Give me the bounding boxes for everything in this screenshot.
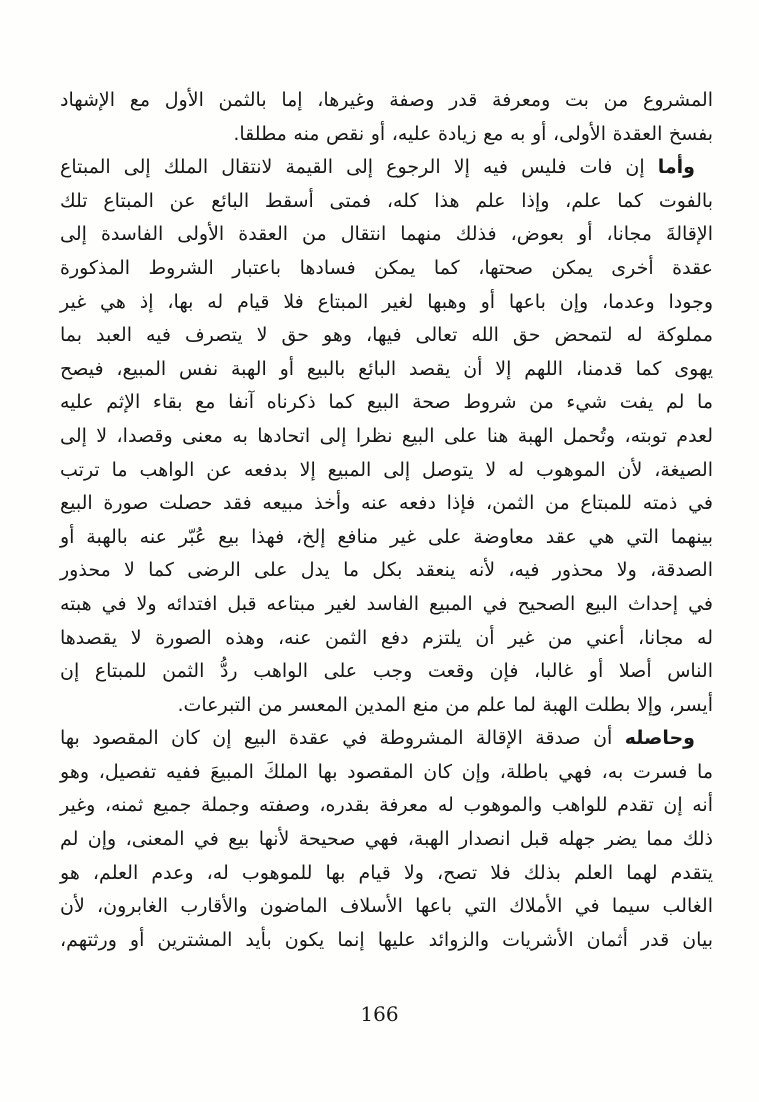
paragraph-lead: وحاصله bbox=[624, 727, 695, 750]
text-line: يهوى كما قدمنا، اللهم إلا أن يقصد البائع بالبيع أو الهبة نفس المبيع، فيصح bbox=[60, 357, 713, 380]
text-line bbox=[60, 151, 713, 185]
paragraph-lead: وأما bbox=[657, 156, 695, 179]
text-line: المشروع من بت ومعرفة قدر وصفة وغيرها، إما بالثمن الأول مع الإشهاد bbox=[60, 89, 713, 111]
line-text: إن فات فليس فيه إلا الرجوع إلى القيمة لانتقال الملك إلى المبتاع bbox=[60, 156, 645, 179]
text-line: له مجانا، أعني من غير أن يلتزم دفع الثمن عنه، وهذه الصورة لا يقصدها bbox=[60, 626, 713, 649]
text-line: ذلك مما يضر جهله قبل انصدار الهبة، فهي صحيحة لأنها بيع في المعنى، وإن لم bbox=[60, 828, 713, 851]
text-line: لعدم توبته، وتُحمل الهبة هنا على البيع نظرا إلى اتحادها به معنى وقصدا، لا إلى bbox=[60, 424, 713, 447]
text-line: في إحداث البيع الصحيح في المبيع الفاسد لغير مبتاعه قبل افتدائه ولا في هبته bbox=[60, 592, 713, 615]
paragraph-3 bbox=[60, 722, 713, 957]
text-line: بفسخ العقدة الأولى، أو به مع زيادة عليه، أو نقص منه مطلقا. bbox=[233, 122, 713, 145]
text-line: مملوكة له لتمحض حق الله تعالى فيها، وهو حق لا يتصرف فيه العبد بما bbox=[60, 324, 713, 347]
text-line bbox=[60, 722, 713, 756]
text-line: الصدقة، ولا محذور فيه، لأنه ينعقد بكل ما يدل على الرضى كما لا محذور bbox=[60, 559, 713, 582]
line-text: أن صدقة الإقالة المشروطة في عقدة البيع إن كان المقصود بها bbox=[60, 727, 613, 750]
text-line: أنه إن تقدم للواهب والموهوب له معرفة بقدره، وصفته وجملة جميع ثمنه، وغير bbox=[60, 794, 713, 817]
paragraph-1 bbox=[60, 84, 713, 151]
text-line: في ذمته للمبتاع من الثمن، فإذا دفعه عنه وأخذ مبيعه فقد حصلت صورة البيع bbox=[60, 492, 713, 515]
text-line: الإقالةَ مجانا، أو بعوض، فذلك منهما انتقال من العقدة الأولى الفاسدة إلى bbox=[60, 223, 713, 246]
text-line: ما فسرت به، فهي باطلة، وإن كان المقصود بها الملكَ المبيعَ ففيه تفصيل، وهو bbox=[60, 760, 713, 783]
text-line: بالفوت كما علم، وإذا علم هذا كله، فمتى أسقط البائع عن المبتاع تلك bbox=[60, 189, 713, 212]
text-line: الناس أصلا أو غالبا، فإن وقعت وجب على الواهب ردُّ الثمن للمبتاع إن bbox=[60, 660, 713, 683]
text-line: بيان قدر أثمان الأشريات والزوائد عليها إنما يكون بأيد المشترين أو ورثتهم، bbox=[60, 928, 713, 951]
text-line: وجودا وعدما، وإن باعها أو وهبها لغير المبتاع فلا قيام له بها، إذ هي غير bbox=[60, 290, 713, 313]
text-line: ما لم يفت شيء من شروط صحة البيع كما ذكرناه آنفا مع بقاء الإثم عليه bbox=[60, 391, 713, 414]
text-line: يتقدم لهما العلم بذلك فلا تصح، ولا قيام بها للموهوب له، وعدم العلم، هو bbox=[60, 861, 713, 884]
text-line: أيسر، وإلا بطلت الهبة لما علم من منع المدين المعسر من التبرعات. bbox=[177, 693, 713, 716]
text-line: عقدة أخرى يمكن صحتها، كما يمكن فسادها باعتبار الشروط المذكورة bbox=[60, 256, 713, 279]
page-number: 166 bbox=[360, 1002, 399, 1026]
paragraph-2 bbox=[60, 151, 713, 722]
text-block bbox=[60, 84, 713, 957]
text-line: بينهما التي هي عقد معاوضة على غير منافع إلخ، فهذا بيع عُبّر عنه بالهبة أو bbox=[60, 525, 713, 548]
text-line: الغالب سيما في الأملاك التي باعها الأسلاف الماضون والأقارب الغابرون، لأن bbox=[60, 895, 713, 918]
text-line: الصيغة، لأن الموهوب له لا يتوصل إلى المبيع إلا بدفعه عن الواهب ما ترتب bbox=[60, 458, 713, 481]
